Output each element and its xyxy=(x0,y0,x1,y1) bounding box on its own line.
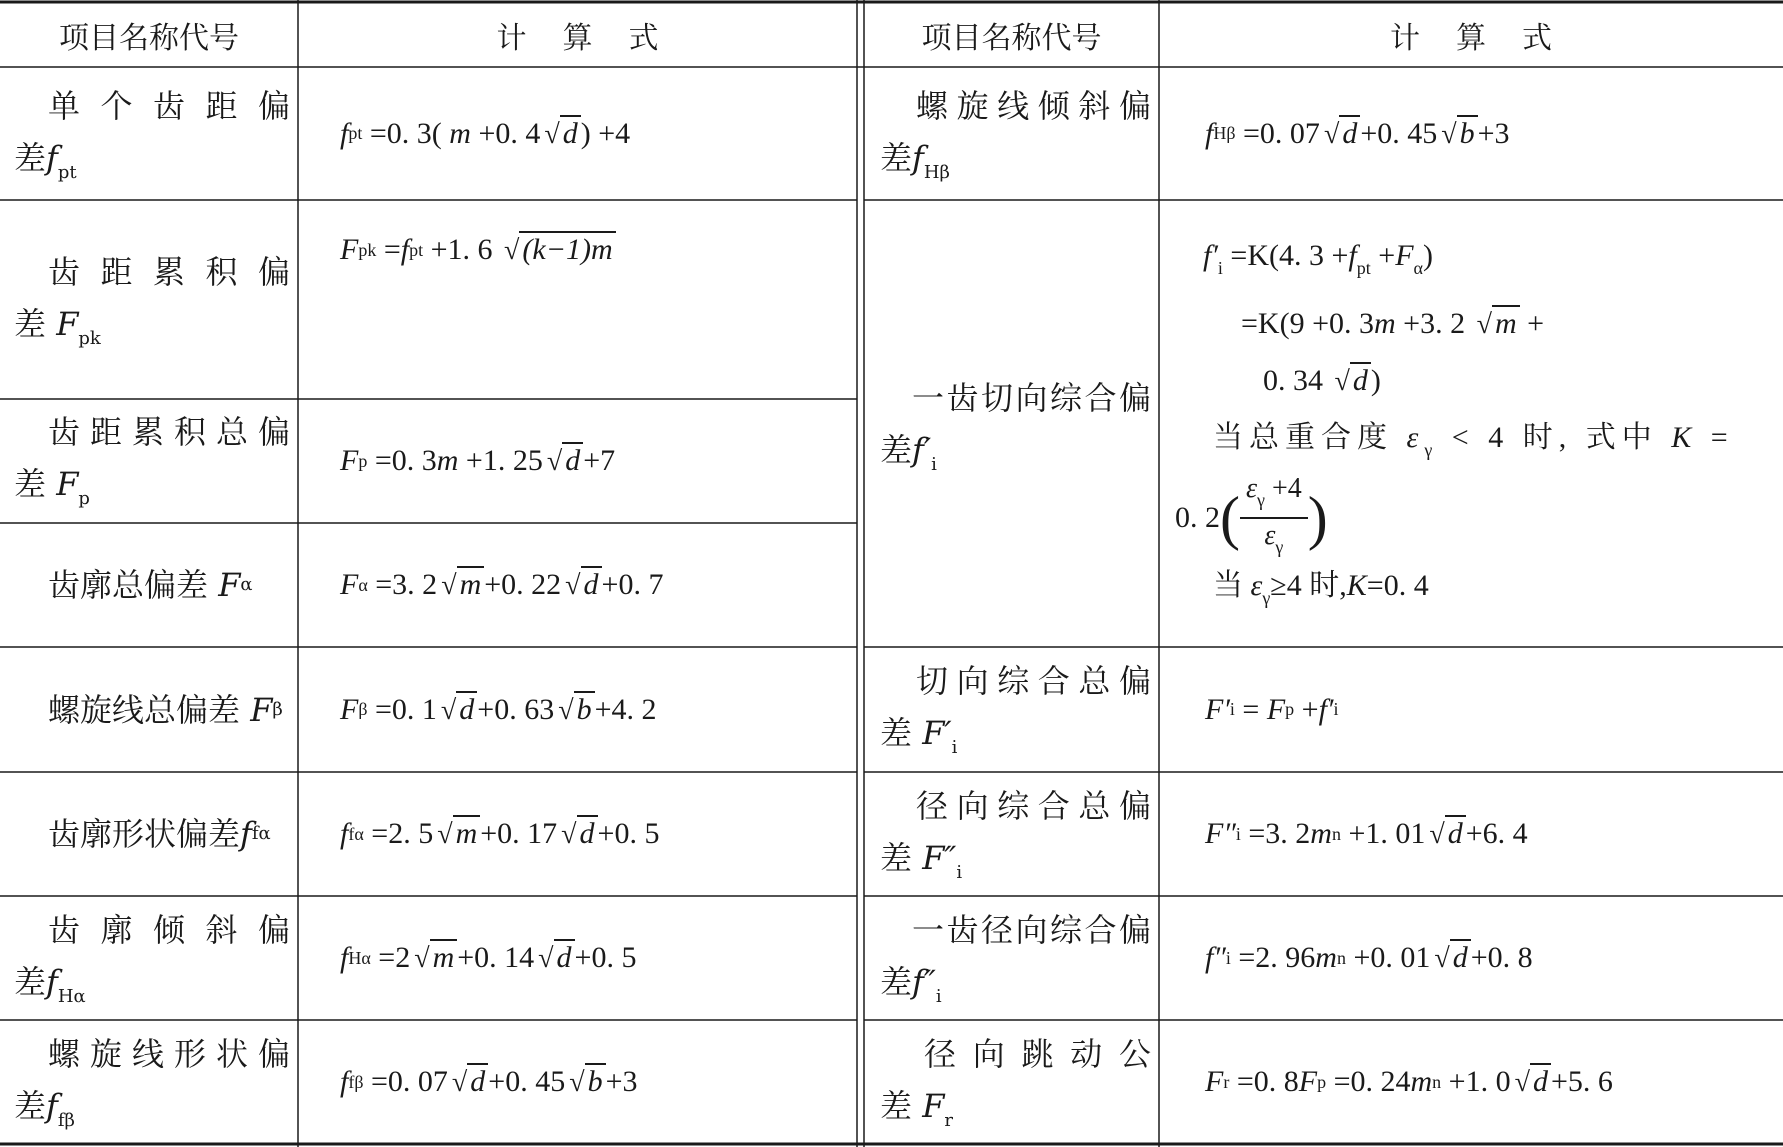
fi-line-1: $f'_i =K(4$. $3 +f_{pt} +F_\alpha$) xyxy=(1203,239,1433,278)
item-name-Fp: 齿距累积总偏 差 $F_p$ xyxy=(14,413,290,509)
item-name-ffalpha: 齿廓形状偏差 f fα xyxy=(48,815,271,853)
item-name-Fr: 径向跳动公 差 $F_r$ xyxy=(880,1035,1151,1131)
formula-Falpha: F α =3. 2 √ m +0. 22 √ d +0. 7 xyxy=(340,568,664,601)
item-name-Fi-prime: 切向综合总偏 差 $F'_i$ xyxy=(880,662,1151,758)
formula-Fp: F p =0. 3 m +1. 25 √ d +7 xyxy=(340,444,616,477)
item-name-Fi-dprime: 径向综合总偏 差 $F''_i$ xyxy=(880,787,1151,883)
sqrt-sign: √ (k−1)m xyxy=(504,233,616,267)
header-right-name: 项目名称代号 xyxy=(921,20,1102,56)
formula-ffalpha: f fα =2. 5 √ m +0. 17 √ d +0. 5 xyxy=(340,817,660,850)
formula-Fi-dprime: F″ i =3. 2 m n +1. 01 √ d +6. 4 xyxy=(1205,817,1528,850)
sqrt-sign: √ d xyxy=(565,568,601,602)
sqrt-sign: √ d xyxy=(441,693,477,727)
sqrt-sign: √ m xyxy=(441,568,484,602)
fi-line-3: 0. 34 √ d ) xyxy=(1159,353,1783,410)
formula-fHalpha: f Hα =2 √ m +0. 14 √ d +0. 5 xyxy=(340,941,637,974)
formula-fHbeta: f Hβ =0. 07 √ d +0. 45 √ b +3 xyxy=(1205,116,1510,150)
sqrt-sign: √ m xyxy=(1477,296,1520,353)
item-name-fi-dprime: 一齿径向综合偏 差$f''_i$ xyxy=(880,911,1151,1007)
header-left-formula: 计算式 xyxy=(496,20,695,56)
formula-Fpk: F pk = f pt +1. 6 √ (k−1)m xyxy=(298,200,857,300)
sqrt-sign: √ d xyxy=(547,444,583,478)
sqrt-sign: √ b xyxy=(1441,117,1477,151)
item-name-ffbeta: 螺旋线形状偏 差$f_{f\beta}$ xyxy=(14,1035,290,1131)
sqrt-sign: √ d xyxy=(1434,941,1470,975)
fi-line-6: 当 $\varepsilon_\gamma\ge 4$ 时,K=0. 4 xyxy=(1213,569,1429,608)
header-right-formula: 计算式 xyxy=(1390,20,1588,56)
sqrt-sign: √ d xyxy=(538,941,574,975)
item-name-Falpha: 齿廓总偏差 F α xyxy=(48,566,253,604)
item-name-fHbeta: 螺旋线倾斜偏 差$f_{H\beta}$ xyxy=(880,87,1151,183)
item-name-fi-prime: 一齿切向综合偏 差$f'_i$ xyxy=(880,379,1151,475)
item-name-fHalpha: 齿廓倾斜偏 差$f_{H\alpha}$ xyxy=(14,911,290,1007)
sqrt-sign: √ d xyxy=(561,817,597,851)
sqrt-sign: √ b xyxy=(569,1065,605,1099)
formula-fi-prime-block xyxy=(1159,228,1783,626)
sqrt-sign: √ d xyxy=(1335,353,1371,410)
formula-fi-dprime: f″ i =2. 96 m n +0. 01 √ d +0. 8 xyxy=(1205,941,1533,974)
fraction: $\frac{\varepsilon_\gamma +4}{\varepsilon_\gamma}$ xyxy=(1240,472,1308,564)
sqrt-sign: √ m xyxy=(414,941,457,975)
formula-fpt: f pt =0. 3( m +0. 4 √ d ) +4 xyxy=(340,116,631,150)
fi-line-5: 0. 2 ( $\frac{\varepsilon_\gamma +4}{\varepsilon_\gamma}$ ) xyxy=(1159,478,1783,558)
sqrt-sign: √ d xyxy=(1429,817,1465,851)
item-name-Fpk: 齿距累积偏 差 $F_{pk}$ xyxy=(14,253,290,349)
sqrt-sign: √ b xyxy=(558,693,594,727)
sqrt-sign: √ m xyxy=(437,817,480,851)
formula-Fi-prime: F′ i = F p + f′ i xyxy=(1205,692,1339,726)
header-left-name: 项目名称代号 xyxy=(59,20,239,56)
item-name-Fbeta: 螺旋线总偏差 F β xyxy=(48,690,283,729)
formula-ffbeta: f fβ =0. 07 √ d +0. 45 √ b +3 xyxy=(340,1065,638,1098)
sqrt-sign: √ d xyxy=(1324,117,1360,151)
fi-line-2: =K(9 +0. 3m +3. 2 √ m + xyxy=(1159,296,1783,353)
sqrt-sign: √ d xyxy=(1515,1065,1551,1099)
formula-Fr: F r =0. 8 F p =0. 24 m n +1. 0 √ d +5. 6 xyxy=(1205,1065,1613,1098)
item-name-fpt: 单个齿距偏 差$f_{pt}$ xyxy=(14,87,290,183)
fi-line-4: 当总重合度 $\varepsilon_\gamma < 4$ 时, 式中 K = xyxy=(1213,421,1734,460)
sqrt-sign: √ d xyxy=(544,117,580,151)
sqrt-sign: √ d xyxy=(452,1065,488,1099)
formula-Fbeta: F β =0. 1 √ d +0. 63 √ b +4. 2 xyxy=(340,692,657,726)
